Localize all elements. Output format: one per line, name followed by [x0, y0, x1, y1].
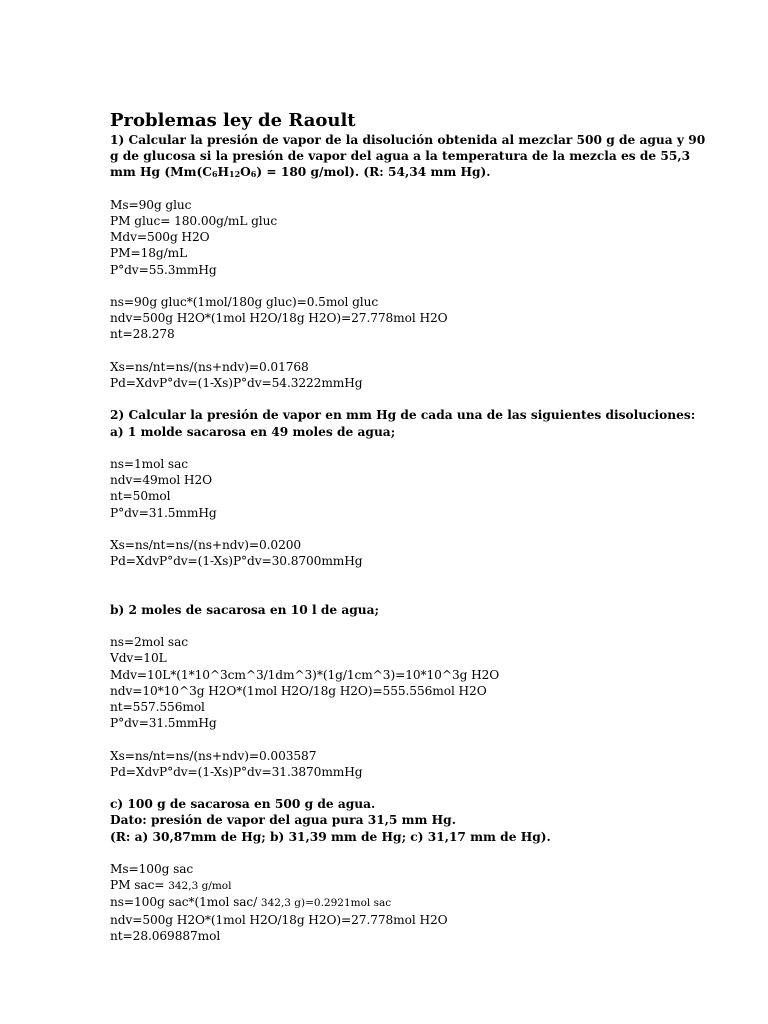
ns-prefix: ns=100g sac*(1mol sac/: [110, 895, 261, 910]
formula-h: H: [217, 165, 230, 180]
problem-1-statement-line-2: g de glucosa si la presión de vapor del agua a la temperatura de la mezcla es de 55,3: [110, 149, 691, 164]
p1-data-line: P°dv=55.3mmHg: [110, 262, 217, 277]
p2b-result-line: Xs=ns/nt=ns/(ns+ndv)=0.003587: [110, 748, 317, 763]
p1-calc-line: nt=28.278: [110, 327, 175, 342]
p2a-result-line: Xs=ns/nt=ns/(ns+ndv)=0.0200: [110, 537, 302, 552]
p1-data-line: PM gluc= 180.00g/mL gluc: [110, 214, 278, 228]
p2a-data-line: ndv=49mol H2O: [110, 473, 212, 488]
p1-result-line: Xs=ns/nt=ns/(ns+ndv)=0.01768: [110, 359, 309, 374]
formula-prefix: mm Hg (Mm(C: [110, 165, 212, 180]
pm-value: 342,3 g/mol: [168, 880, 232, 893]
p1-calc-line: ndv=500g H2O*(1mol H2O/18g H2O)=27.778mol H2O: [110, 311, 448, 326]
p1-result-line: Pd=XdvP°dv=(1-Xs)P°dv=54.3222mmHg: [110, 376, 363, 390]
document-title: Problemas ley de Raoult: [110, 110, 356, 131]
p2c-nt-line: nt=28.069887mol: [110, 928, 221, 943]
p2c-ndv-line: ndv=500g H2O*(1mol H2O/18g H2O)=27.778mol H2O: [110, 912, 448, 927]
ns-suffix: 342,3 g)=0.2921mol sac: [260, 897, 392, 910]
p2b-data-line: nt=557.556mol: [110, 699, 205, 714]
problem-2c-data-note: Dato: presión de vapor del agua pura 31,5 mm Hg.: [110, 813, 456, 828]
problem-2b-statement: b) 2 moles de sacarosa en 10 l de agua;: [110, 602, 380, 617]
problem-1-statement-line-1: 1) Calcular la presión de vapor de la disolución obtenida al mezclar 500 g de agua y 90: [110, 133, 706, 147]
p2c-pm-line: [110, 877, 710, 894]
p1-data-line: Mdv=500g H2O: [110, 230, 210, 245]
document-page: [110, 110, 710, 944]
problem-2c-statement: c) 100 g de sacarosa en 500 g de agua.: [110, 797, 376, 812]
p2a-data-line: ns=1mol sac: [110, 456, 188, 471]
problem-1-statement-line-3: [110, 164, 710, 180]
p2b-result-line: Pd=XdvP°dv=(1-Xs)P°dv=31.3870mmHg: [110, 764, 363, 779]
p2c-ms-line: Ms=100g sac: [110, 861, 194, 876]
p2b-data-line: P°dv=31.5mmHg: [110, 716, 217, 731]
pm-label: PM sac=: [110, 878, 169, 893]
p2a-data-line: P°dv=31.5mmHg: [110, 505, 217, 520]
formula-subscript-h: 12: [229, 169, 241, 180]
p2a-result-line: Pd=XdvP°dv=(1-Xs)P°dv=30.8700mmHg: [110, 554, 363, 569]
p2b-data-line: ns=2mol sac: [110, 635, 188, 650]
p2c-ns-line: [110, 894, 710, 911]
p1-data-line: Ms=90g gluc: [110, 197, 192, 212]
p2b-data-line: ndv=10*10^3g H2O*(1mol H2O/18g H2O)=555.556mol H2O: [110, 683, 487, 698]
p1-data-line: PM=18g/mL: [110, 246, 188, 261]
problem-2-answers: (R: a) 30,87mm de Hg; b) 31,39 mm de Hg; c) 31,17 mm de Hg).: [110, 829, 551, 844]
p2a-data-line: nt=50mol: [110, 489, 171, 504]
problem-2-statement: 2) Calcular la presión de vapor en mm Hg de cada una de las siguientes disoluciones:: [110, 408, 696, 423]
p2b-data-line: Vdv=10L: [110, 651, 167, 666]
p2b-data-line: Mdv=10L*(1*10^3cm^3/1dm^3)*(1g/1cm^3)=10*10^3g H2O: [110, 667, 500, 682]
p1-calc-line: ns=90g gluc*(1mol/180g gluc)=0.5mol gluc: [110, 295, 379, 309]
problem-2a-statement: a) 1 molde sacarosa en 49 moles de agua;: [110, 424, 396, 439]
formula-subscript-o: 6: [250, 169, 257, 180]
formula-o: O: [240, 165, 251, 180]
formula-suffix: ) = 180 g/mol). (R: 54,34 mm Hg).: [256, 165, 491, 180]
formula-subscript-c: 6: [211, 169, 218, 180]
